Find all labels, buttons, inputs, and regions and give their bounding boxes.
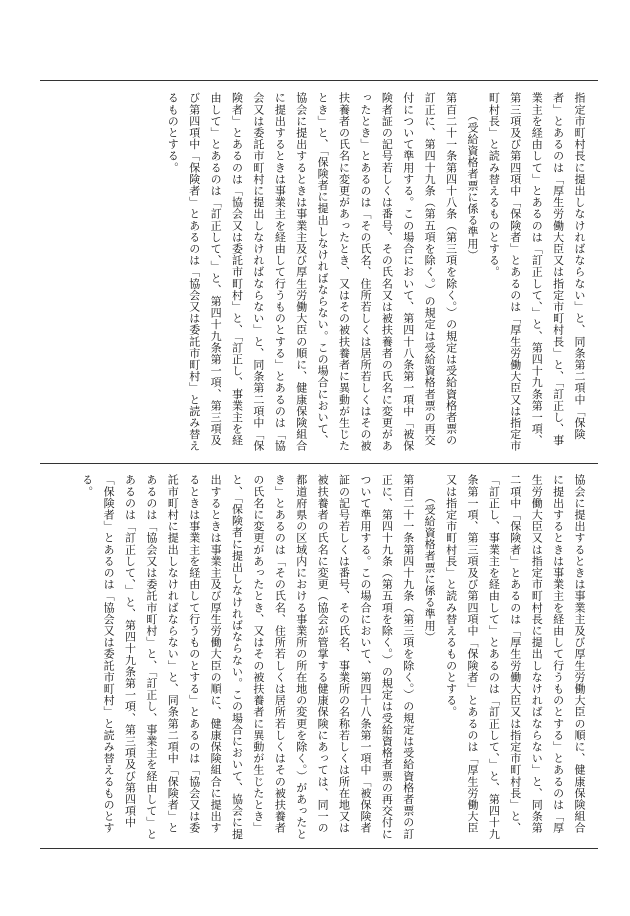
top-text-block [34,92,590,454]
top-continuation-paragraph: 指定市町村長に提出しなければならない」と、同条第二項中「保険者」とあるのは「厚生労働大臣又は指定市町村長」と、「訂正し、事業主を経由して」とあるのは「訂正して、」と、第四十九条第一項、第三項及び第四項中「保険者」とあるのは「厚生労働大臣又は指定市町村長」と読み替えるものとする。 [487,92,586,452]
bottom-rule [40,848,598,849]
top-article-heading: （受給資格者票に係る準用） [465,109,479,261]
bottom-article-text: 第四十九条（第三項を除く。）の規定は受給資格者票の訂正に、第四十九条（第五項を除く。）の規定は受給資格者票の再交付について準用する。この場合において、第四十八条第一項中「被保険者証の記号若しくは番号、その氏名、事業所の名称若しくは所在地又は被扶養者の氏名に変更（協会が管掌する健康保険にあっては、同一の都道府県の区域内における事業所の所在地の変更を除く。）があったとき」とあるのは「その氏名、住所若しくは居所若しくはその被扶養者の氏名に変更があったとき、又はその被扶養者に異動が生じたとき」と、「保険者に提出しなければならない。この場合において、協会に提出するときは事業主及び厚生労働大臣の順に、健康保険組合に提出するときは事業主を経由して行うものとする」とあるのは「協会又は委託市町村に提出しなければならない」と、同条第二項中「保険者」とあるのは「協会又は委託市町村」と、「訂正し、事業主を経由して」とあるのは「訂正して、」と、第四十九条第一項、第三項及び第四項中「保険者」とあるのは「協会又は委託市町村」と読み替えるものとする。 [80,474,415,840]
bottom-continuation-paragraph: 協会に提出するときは事業主及び厚生労働大臣の順に、健康保険組合に提出するときは事業主を経由して行うものとする」とあるのは「厚生労働大臣又は指定市町村長に提出しなければならない」と、同条第二項中「保険者」とあるのは「厚生労働大臣又は指定市町村長」と、「訂正し、事業主を経由して」とあるのは「訂正して、」と、第四十九条第一項、第三項及び第四項中「保険者」とあるのは「厚生労働大臣又は指定市町村長」と読み替えるものとする。 [444,474,586,840]
top-rule [40,80,598,81]
top-article-paragraph [162,92,462,454]
middle-rule [40,463,598,464]
bottom-article-paragraph [76,474,419,840]
top-article-text: 第四十八条（第三項を除く。）の規定は受給資格者票の訂正に、第四十九条（第五項を除く。）の規定は受給資格者票の再交付について準用する。この場合において、第四十八条第一項中「被保険者証の記号若しくは番号、その氏名又は被扶養者の氏名に変更があったとき」とあるのは「その氏名、住所若しくは居所若しくはその被扶養者の氏名に変更があったとき、又はその被扶養者に異動が生じたとき」と、「保険者に提出しなければならない。この場合において、協会に提出するときは事業主及び厚生労働大臣の順に、健康保険組合に提出するときは事業主を経由して行うものとする」とあるのは「協会又は委託市町村に提出しなければならない」と、同条第二項中「保険者」とあるのは「協会又は委託市町村」と、「訂正し、事業主を経由して」とあるのは「訂正して、」と、第四十九条第一項、第三項及び第四項中「保険者」とあるのは「協会又は委託市町村」と読み替えるものとする。 [166,92,458,452]
bottom-text-block [34,474,590,840]
top-article-number: 第百二十一条 [444,92,458,162]
bottom-article-number: 第百二十一条 [401,474,415,544]
bottom-article-heading: （受給資格者票に係る準用） [423,491,437,643]
